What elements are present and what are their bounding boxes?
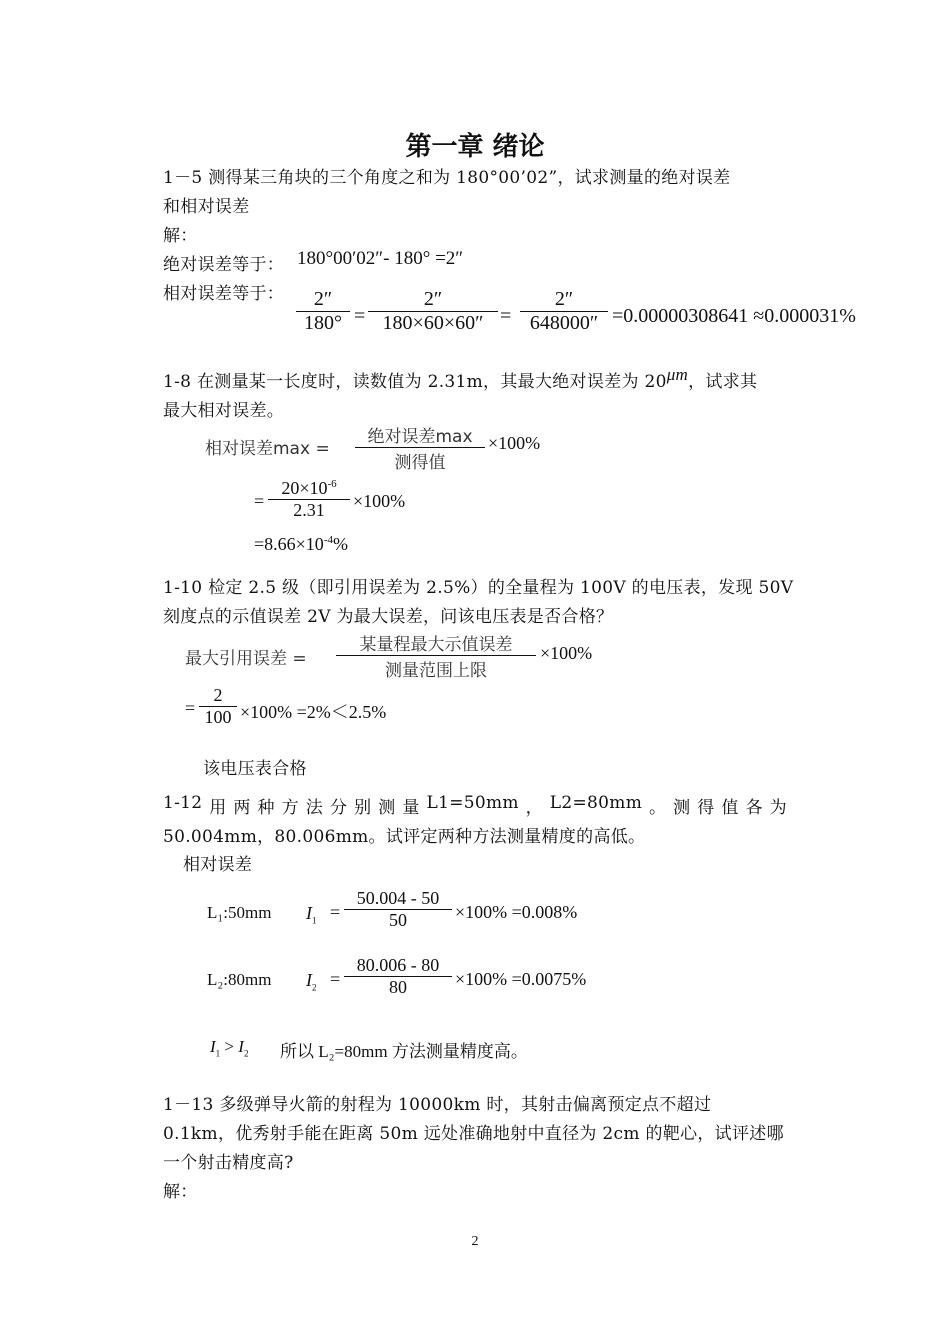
fraction-1-numerator: 2″ xyxy=(313,288,333,310)
abs-error-label: 绝对误差等于： xyxy=(163,255,285,275)
fraction-2-denominator: 180×60×60″ xyxy=(382,312,484,334)
solution-label-1-13: 解： xyxy=(163,1182,198,1202)
fraction-3-numerator: 2″ xyxy=(554,288,574,310)
problem-1-10-line1: 1-10 检定 2.5 级（即引用误差为 2.5%）的全量程为 100V 的电压表，发现 50V xyxy=(163,578,794,598)
rel-error-max-result: $=8.66\times 10^{-4}\%$ xyxy=(254,534,348,554)
l2-result: ×100% =0.0075% xyxy=(455,969,587,989)
l2-label: L₂:80mm xyxy=(207,970,272,989)
fraction-3-denominator: 648000″ xyxy=(529,312,599,334)
precision-conclusion: 所以 L₂=80mm 方法测量精度高。 xyxy=(280,1042,528,1061)
ref-error-calc-fraction: 2 100 xyxy=(199,685,237,728)
problem-1-13-line2: 0.1km，优秀射手能在距离 50m 远处准确地射中直径为 2cm 的靶心，试评述哪 xyxy=(163,1124,784,1144)
rel-error-label: 相对误差等于： xyxy=(163,284,285,304)
l1-fraction: 50.004 - 50 50 xyxy=(344,888,452,931)
ref-error-result: ×100% =2%＜2.5% xyxy=(240,702,387,722)
i1-variable: $I_1$ xyxy=(306,903,317,926)
conclusion-voltmeter: 该电压表合格 xyxy=(203,759,307,779)
problem-1-5-line1: 1－5 测得某三角块的三个角度之和为 180°00’02”，试求测量的绝对误差 xyxy=(163,168,731,188)
i2-variable: $I_2$ xyxy=(306,970,317,993)
problem-1-5-line2: 和相对误差 xyxy=(163,197,250,217)
rel-error-max-fraction: 绝对误差max 测得值 xyxy=(355,422,485,473)
rel-error-calc-fraction: $20\times 10^{-6}$ 2.31 xyxy=(268,478,350,521)
rel-error-max-lhs: 相对误差max = xyxy=(205,439,330,459)
problem-1-10-line2: 刻度点的示值误差 2V 为最大误差，问该电压表是否合格？ xyxy=(163,607,614,627)
l1-result: ×100% =0.008% xyxy=(455,902,578,922)
max-ref-error-lhs: 最大引用误差 = xyxy=(185,649,307,669)
fraction-2 xyxy=(368,288,498,335)
l2-fraction: 80.006 - 80 80 xyxy=(344,955,452,998)
problem-1-13-line1: 1－13 多级弹导火箭的射程为 10000km 时，其射击偏离预定点不超过 xyxy=(163,1095,712,1115)
i2-symbol: $I_2$ xyxy=(238,1037,249,1059)
page-number: 2 xyxy=(471,1234,479,1249)
fraction-1-denominator: 180° xyxy=(304,312,342,334)
problem-1-12-line2: 50.004mm，80.006mm。试评定两种方法测量精度的高低。 xyxy=(163,827,646,847)
problem-1-8-line2: 最大相对误差。 xyxy=(163,401,285,421)
i1-symbol: $I_1$ xyxy=(210,1037,221,1059)
rel-error-result: =0.00000308641 ≈0.000031% xyxy=(612,305,856,327)
max-ref-error-fraction: 某量程最大示值误差 测量范围上限 xyxy=(336,630,536,681)
problem-1-13-line3: 一个射击精度高? xyxy=(163,1153,294,1173)
chapter-title: 第一章 绪论 xyxy=(405,132,545,162)
fraction-2-numerator: 2″ xyxy=(423,288,443,310)
micrometer-unit: μm xyxy=(666,365,689,384)
rel-error-subheading: 相对误差 xyxy=(183,855,253,875)
fraction-1 xyxy=(296,288,350,335)
precision-comparison: $I_1 > I_2$ xyxy=(210,1037,249,1059)
solution-label: 解： xyxy=(163,226,198,246)
abs-error-expression: 180°00′02″- 180° =2″ xyxy=(297,248,464,269)
fraction-3 xyxy=(520,288,608,335)
problem-1-8-line1: 1-8 在测量某一长度时，读数值为 2.31m，其最大绝对误差为 20μm，试求其 xyxy=(163,365,758,392)
problem-1-12-line1: 1-12 用 两 种 方 法 分 别 测 量 L1=50mm ， L2=80mm 。 测 得 值 各 为 xyxy=(163,793,787,818)
l1-label: L₁:50mm xyxy=(207,903,272,922)
